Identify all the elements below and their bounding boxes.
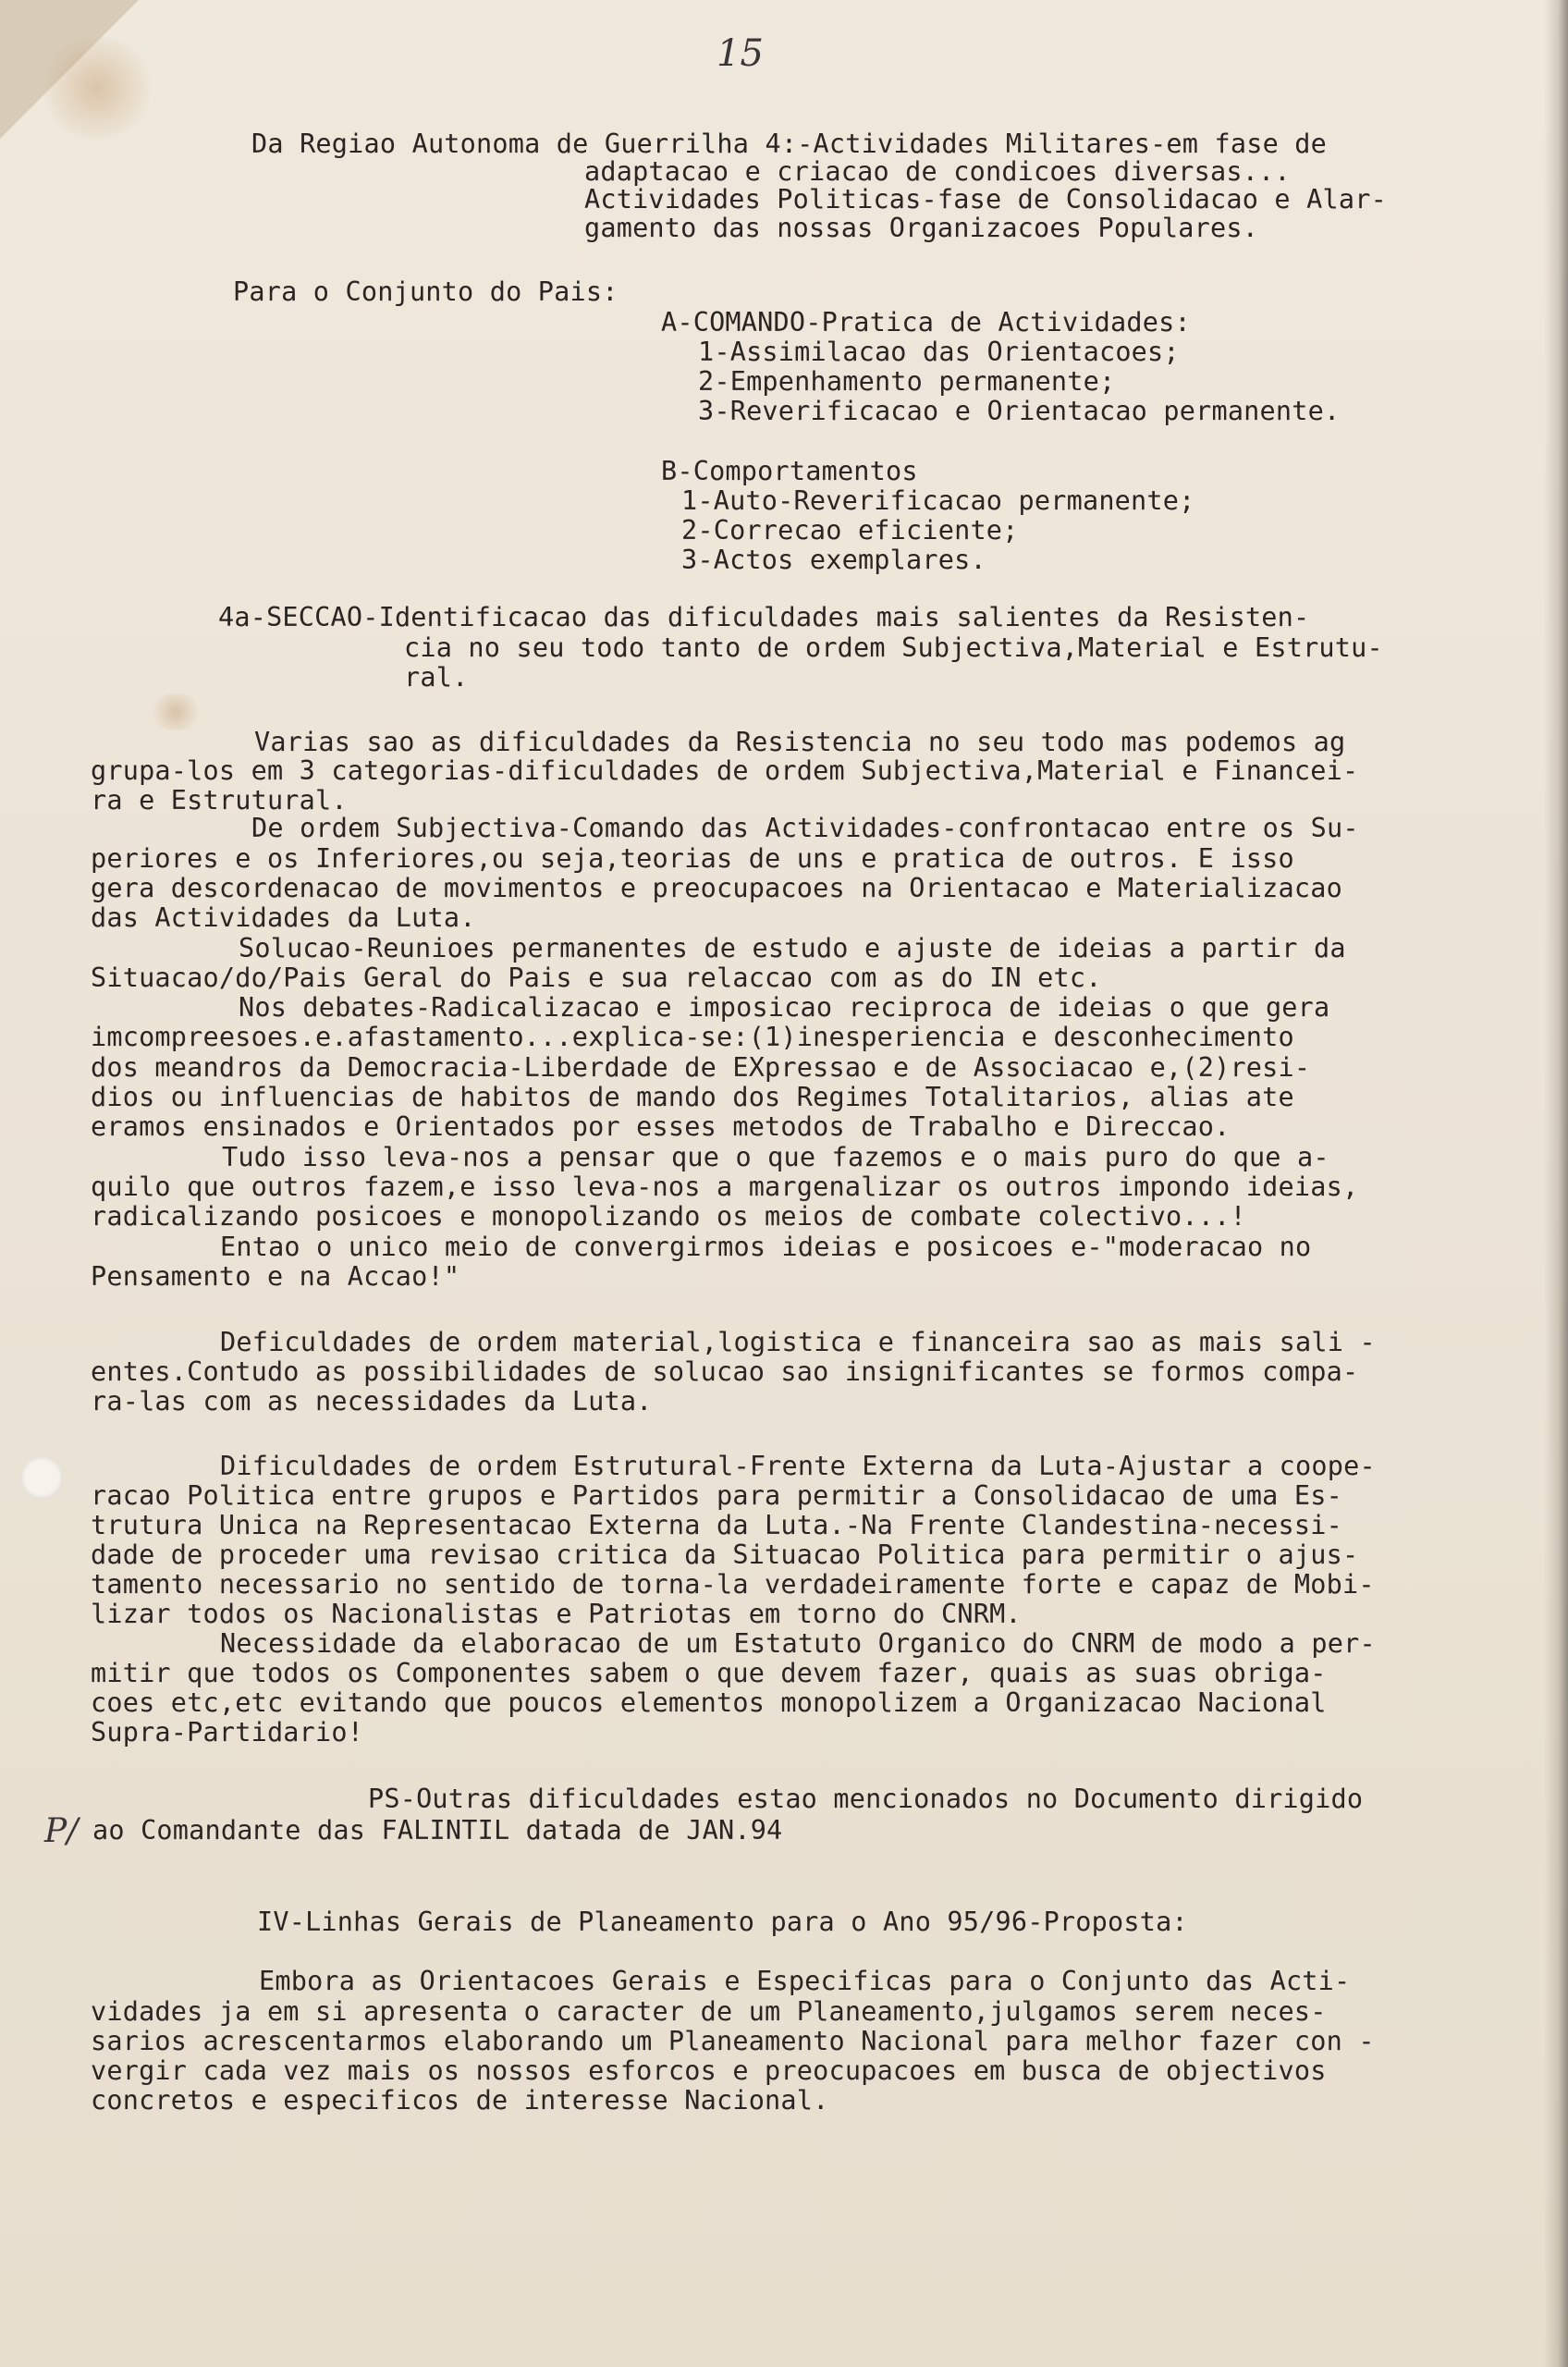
header-line: Da Regiao Autonoma de Guerrilha 4:-Actividades Militares-em fase de: [251, 129, 1328, 159]
body-line: vidades ja em si apresenta o caracter de um Planeamento,julgamos serem neces-: [91, 1996, 1327, 2027]
body-line: dos meandros da Democracia-Liberdade de EXpressao e de Associacao e,(2)resi-: [91, 1052, 1311, 1083]
rust-stain: [148, 693, 203, 730]
body-line: racao Politica entre grupos e Partidos para permitir a Consolidacao de uma Es-: [91, 1480, 1342, 1511]
section-heading: 4a-SECCAO-Identificacao das dificuldades mais salientes da Resisten-: [218, 602, 1310, 632]
page-number: 15: [717, 32, 764, 75]
body-line: sarios acrescentarmos elaborando um Planeamento Nacional para melhor fazer con -: [91, 2026, 1375, 2056]
body-line: gera descordenacao de movimentos e preocupacoes na Orientacao e Materializacao: [91, 873, 1342, 903]
body-line: Necessidade da elaboracao de um Estatuto Organico do CNRM de modo a per-: [220, 1628, 1376, 1659]
list-item: 3-Reverificacao e Orientacao permanente.: [698, 396, 1341, 426]
header-line: adaptacao e criacao de condicoes diversas...: [584, 156, 1291, 187]
body-line: Tudo isso leva-nos a pensar que o que fazemos e o mais puro do que a-: [222, 1142, 1329, 1172]
body-line: coes etc,etc evitando que poucos elementos monopolizem a Organizacao Nacional: [91, 1687, 1327, 1718]
body-line: eramos ensinados e Orientados por esses metodos de Trabalho e Direccao.: [91, 1111, 1231, 1142]
body-line: Pensamento e na Accao!": [91, 1261, 460, 1292]
body-line: Supra-Partidario!: [91, 1717, 364, 1748]
body-line: periores e os Inferiores,ou seja,teorias de uns e pratica de outros. E isso: [91, 843, 1294, 874]
body-line: dade de proceder uma revisao critica da Situacao Politica para permitir o ajus-: [91, 1539, 1359, 1570]
body-line: ra e Estrutural.: [91, 785, 348, 816]
list-item: 2-Empenhamento permanente;: [698, 366, 1116, 397]
punch-hole: [20, 1456, 63, 1499]
section-heading: cia no seu todo tanto de ordem Subjectiva,Material e Estrutu-: [404, 632, 1383, 663]
body-line: das Actividades da Luta.: [91, 902, 476, 933]
body-line: Deficuldades de ordem material,logistica e financeira sao as mais sali -: [220, 1327, 1376, 1357]
body-line: Embora as Orientacoes Gerais e Especificas para o Conjunto das Acti-: [259, 1966, 1351, 1996]
body-line: entes.Contudo as possibilidades de solucao sao insignificantes se formos compa-: [91, 1356, 1359, 1387]
body-line: Situacao/do/Pais Geral do Pais e sua relaccao com as do IN etc.: [91, 963, 1102, 993]
body-line: ao Comandante das FALINTIL datada de JAN.94: [92, 1815, 783, 1846]
list-item: 3-Actos exemplares.: [681, 545, 986, 575]
body-line: Entao o unico meio de convergirmos ideias e posicoes e-"moderacao no: [220, 1232, 1312, 1262]
margin-mark: P/: [44, 1812, 79, 1850]
list-heading: B-Comportamentos: [661, 456, 918, 486]
body-line: Nos debates-Radicalizacao e imposicao reciproca de ideias o que gera: [239, 992, 1330, 1023]
body-line: grupa-los em 3 categorias-dificuldades de ordem Subjectiva,Material e Financei-: [91, 755, 1359, 786]
body-line: quilo que outros fazem,e isso leva-nos a margenalizar os outros impondo ideias,: [91, 1171, 1359, 1202]
body-line: Dificuldades de ordem Estrutural-Frente Externa da Luta-Ajustar a coope-: [220, 1451, 1376, 1481]
body-line: Solucao-Reunioes permanentes de estudo e ajuste de ideias a partir da: [239, 933, 1346, 963]
header-line: gamento das nossas Organizacoes Populares.: [584, 213, 1259, 243]
body-line: mitir que todos os Componentes sabem o que devem fazer, quais as suas obriga-: [91, 1658, 1327, 1688]
body-line: concretos e especificos de interesse Nacional.: [91, 2085, 829, 2116]
body-line: Varias sao as dificuldades da Resistencia no seu todo mas podemos ag: [254, 727, 1346, 757]
rust-stain: [37, 37, 157, 139]
body-line: PS-Outras dificuldades estao mencionados no Documento dirigido: [368, 1784, 1364, 1814]
list-item: 1-Assimilacao das Orientacoes;: [698, 337, 1180, 367]
list-item: 1-Auto-Reverificacao permanente;: [681, 485, 1195, 516]
header-line: Actividades Politicas-fase de Consolidacao e Alar-: [584, 184, 1387, 215]
body-line: dios ou influencias de habitos de mando dos Regimes Totalitarios, alias ate: [91, 1082, 1294, 1112]
section-heading: ral.: [404, 662, 469, 693]
body-line: De ordem Subjectiva-Comando das Actividades-confrontacao entre os Su-: [251, 813, 1359, 843]
body-line: trutura Unica na Representacao Externa da Luta.-Na Frente Clandestina-necessi-: [91, 1510, 1342, 1540]
section-heading: IV-Linhas Gerais de Planeamento para o Ano 95/96-Proposta:: [257, 1907, 1188, 1937]
body-line: radicalizando posicoes e monopolizando os meios de combate colectivo...!: [91, 1201, 1246, 1232]
body-line: ra-las com as necessidades da Luta.: [91, 1386, 653, 1417]
page-edge-shadow: [1544, 0, 1568, 2367]
body-line: imcompreesoes.e.afastamento...explica-se:(1)inesperiencia e desconhecimento: [91, 1022, 1294, 1052]
section-heading: Para o Conjunto do Pais:: [233, 276, 619, 307]
list-heading: A-COMANDO-Pratica de Actividades:: [661, 307, 1191, 337]
body-line: lizar todos os Nacionalistas e Patriotas em torno do CNRM.: [91, 1599, 1022, 1629]
body-line: vergir cada vez mais os nossos esforcos e preocupacoes em busca de objectivos: [91, 2055, 1327, 2086]
list-item: 2-Correcao eficiente;: [681, 515, 1019, 546]
body-line: tamento necessario no sentido de torna-la verdadeiramente forte e capaz de Mobi-: [91, 1569, 1375, 1600]
